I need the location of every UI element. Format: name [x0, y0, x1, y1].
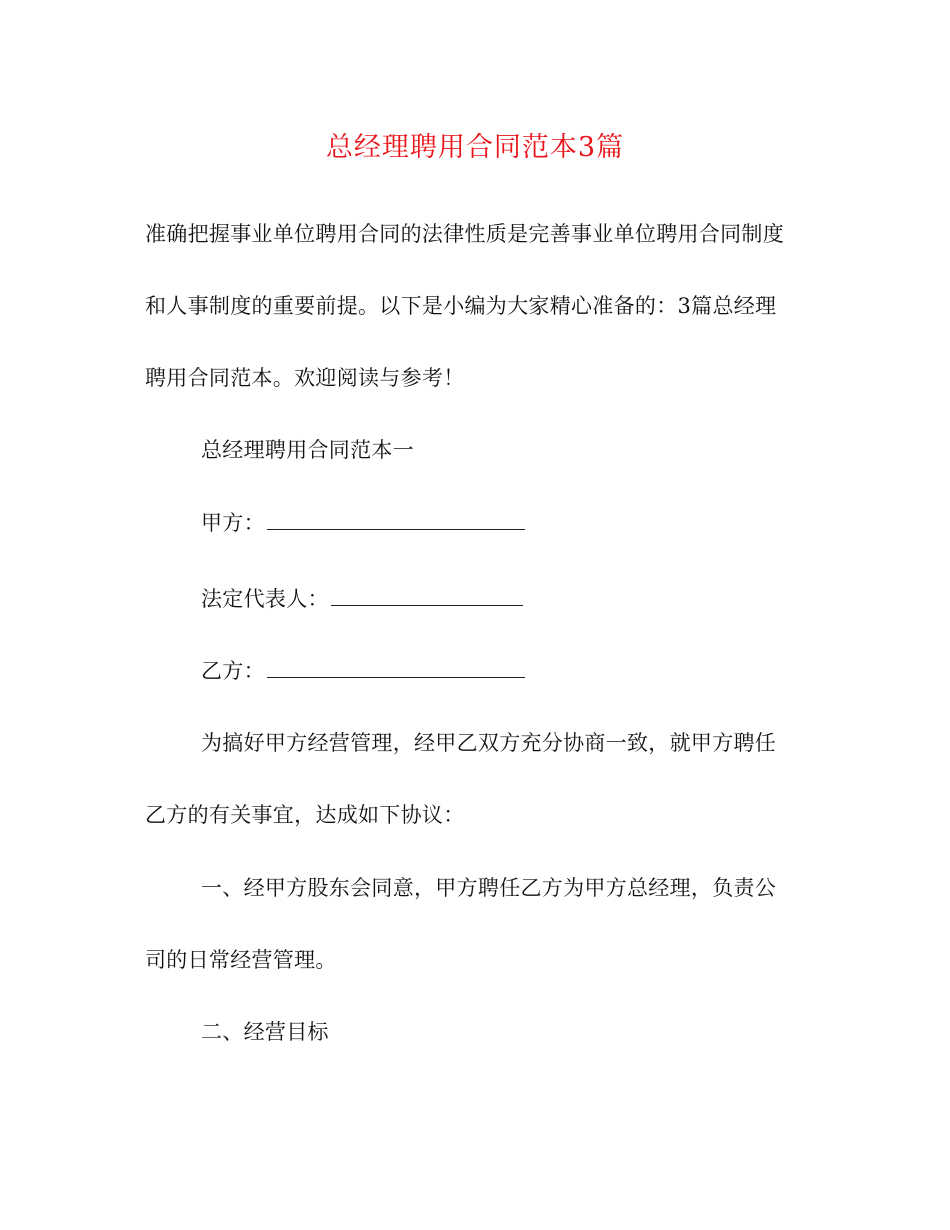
party-a-row [201, 507, 801, 539]
section-heading: 总经理聘用合同范本一 [201, 438, 414, 462]
party-b-blank [267, 655, 525, 678]
party-a-blank [267, 507, 525, 530]
legal-rep-label: 法定代表人： [201, 587, 329, 611]
party-a-label: 甲方： [201, 511, 265, 535]
legal-rep-row [201, 583, 801, 615]
intro-line-1: 准确把握事业单位聘用合同的法律性质是完善事业单位聘用合同制度 [145, 222, 784, 246]
clause1-line-1: 一、经甲方股东会同意，甲方聘任乙方为甲方总经理，负责公 [201, 876, 777, 900]
legal-rep-blank [331, 583, 523, 606]
intro-line-2: 和人事制度的重要前提。以下是小编为大家精心准备的：3篇总经理 [145, 294, 777, 318]
party-b-label: 乙方： [201, 659, 265, 683]
party-b-row [201, 655, 801, 687]
intro-line-3: 聘用合同范本。欢迎阅读与参考！ [145, 366, 465, 390]
para1-line-1: 为搞好甲方经营管理，经甲乙双方充分协商一致，就甲方聘任 [201, 731, 777, 755]
para1-line-2: 乙方的有关事宜，达成如下协议： [145, 803, 465, 827]
document-title: 总经理聘用合同范本3篇 [325, 132, 625, 163]
clause1-line-2: 司的日常经营管理。 [145, 948, 337, 972]
clause2-heading: 二、经营目标 [201, 1020, 329, 1044]
